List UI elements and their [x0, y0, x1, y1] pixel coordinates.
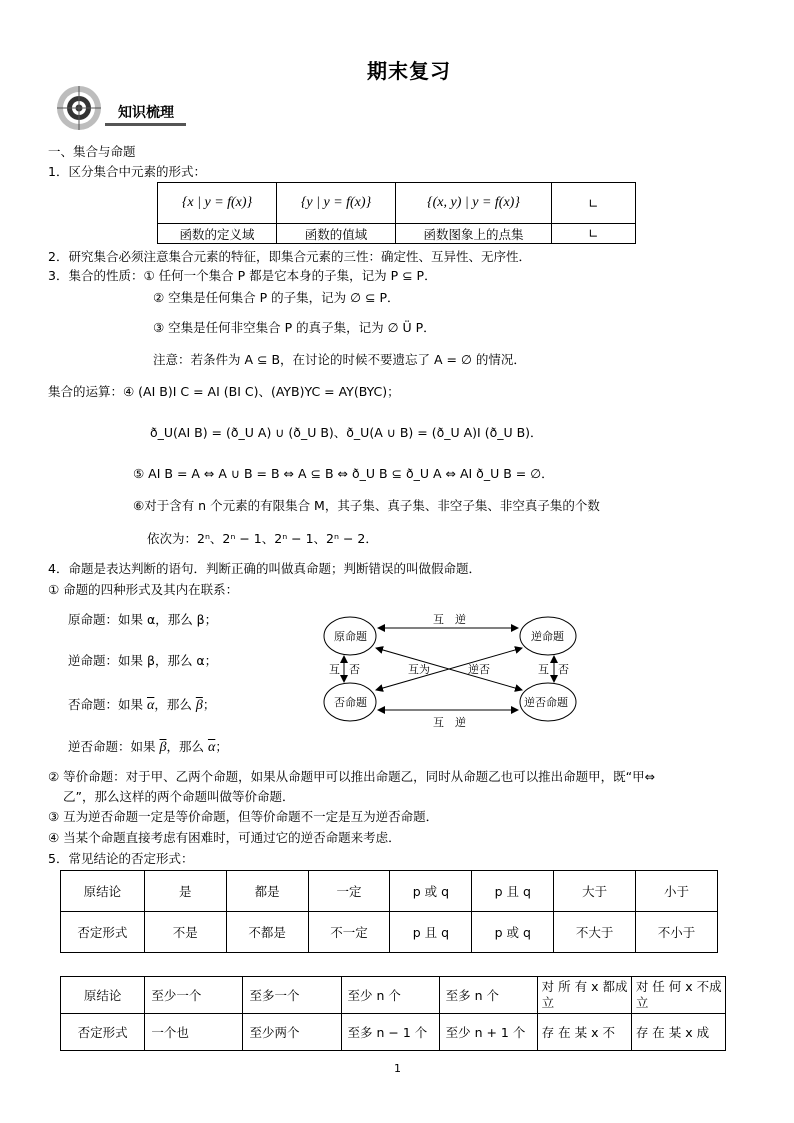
element-form-table	[157, 182, 636, 244]
set-operations-6: ⑥对于含有 n 个元素的有限集合 M，其子集、真子集、非空子集、非空真子集的个数	[133, 498, 600, 513]
edge-label: 互	[538, 663, 549, 676]
form-text: ，那么	[154, 697, 196, 712]
table-row	[61, 912, 718, 953]
set-operations-5: ⑤ AI B = A ⇔ A ∪ B = B ⇔ A ⊆ B ⇔ ð_U B ⊆ ð_U A ⇔ AI ð_U B = ∅．	[133, 466, 554, 481]
table-cell: p 且 q	[390, 912, 472, 953]
table-cell: {y | y = f(x)}	[277, 183, 396, 224]
table-cell: 函数图象上的点集	[396, 224, 552, 244]
table-cell: 至多 n 个	[439, 977, 537, 1014]
table-cell: 对 任 何 x 不成立	[631, 977, 725, 1014]
item-2: 2．研究集合必须注意集合元素的特征，即集合元素的三性：确定性、互异性、无序性．	[48, 249, 531, 264]
table-cell: 存 在 某 x 不	[537, 1014, 631, 1051]
table-cell: 不一定	[308, 912, 390, 953]
table-cell: p 且 q	[472, 871, 554, 912]
page-number: 1	[394, 1062, 401, 1075]
node-label: 原命题	[334, 630, 367, 643]
table-cell: {x | y = f(x)}	[158, 183, 277, 224]
table-cell: 至多一个	[243, 977, 341, 1014]
item-3: 3．集合的性质：① 任何一个集合 P 都是它本身的子集，记为 P ⊆ P．	[48, 268, 437, 283]
table-cell: 至多 n − 1 个	[341, 1014, 439, 1051]
note: 注意：若条件为 A ⊆ B，在讨论的时候不要遗忘了 A = ∅ 的情况．	[153, 352, 526, 367]
section-heading: 一、集合与命题	[48, 144, 136, 159]
table-cell: 存 在 某 x 成	[631, 1014, 725, 1051]
table-cell: 原结论	[61, 977, 145, 1014]
node-label: 逆否命题	[524, 696, 568, 709]
table-cell: 函数的值域	[277, 224, 396, 244]
table-cell: 大于	[554, 871, 636, 912]
item-4a: ① 命题的四种形式及其内在联系：	[48, 582, 239, 597]
form-inverse	[68, 696, 215, 715]
form-var: $\overline{\beta}$	[159, 740, 167, 755]
item-3b: ② 空集是任何集合 P 的子集，记为 ∅ ⊆ P．	[153, 290, 400, 305]
set-operations-6b: 依次为：2ⁿ、2ⁿ − 1、2ⁿ − 1、2ⁿ − 2．	[147, 531, 378, 546]
table-cell: 不小于	[636, 912, 718, 953]
table-cell: 一定	[308, 871, 390, 912]
negation-table-2	[60, 976, 726, 1051]
form-text: 否命题：如果	[68, 697, 147, 712]
edge-label: 否	[558, 663, 569, 676]
form-var: $\overline{\beta}$	[195, 698, 203, 713]
table-cell: 至少 n 个	[341, 977, 439, 1014]
table-row	[61, 977, 726, 1014]
item-4: 4．命题是表达判断的语句．判断正确的叫做真命题；判断错误的叫做假命题．	[48, 561, 481, 576]
table-row	[158, 224, 636, 244]
table-cell: {(x, y) | y = f(x)}	[396, 183, 552, 224]
edge-label: 互 逆	[433, 613, 466, 626]
form-var: $\overline{\alpha}$	[146, 698, 155, 713]
item-5: 5．常见结论的否定形式：	[48, 851, 194, 866]
table-cell: 否定形式	[61, 912, 145, 953]
node-label: 逆命题	[531, 630, 564, 643]
set-operations-2: ð_U(AI B) = (ð_U A) ∪ (ð_U B)、ð_U(A ∪ B) = (ð_U A)I (ð_U B)．	[150, 425, 543, 440]
table-cell: ∟	[552, 224, 636, 244]
form-var: $\overline{\alpha}$	[207, 740, 216, 755]
item-1: 1．区分集合中元素的形式：	[48, 164, 206, 179]
table-cell: 不都是	[226, 912, 308, 953]
edge-label: 逆否	[468, 663, 490, 676]
form-text: 逆否命题：如果	[68, 739, 160, 754]
table-cell: 至少两个	[243, 1014, 341, 1051]
set-operations-1: 集合的运算：④ (AI B)I C = AI (BI C)、(AYB)YC = AY(BYC)；	[48, 384, 400, 399]
item-3c: ③ 空集是任何非空集合 P 的真子集，记为 ∅ Ü P．	[153, 320, 436, 335]
table-cell: 不大于	[554, 912, 636, 953]
table-cell: p 或 q	[472, 912, 554, 953]
page-title: 期末复习	[367, 59, 451, 83]
table-cell: 小于	[636, 871, 718, 912]
edge-label: 否	[349, 663, 360, 676]
table-cell: 一个也	[145, 1014, 243, 1051]
table-cell: 都是	[226, 871, 308, 912]
table-row	[158, 183, 636, 224]
table-cell: 不是	[144, 912, 226, 953]
form-text: ，那么	[166, 739, 208, 754]
table-cell: 否定形式	[61, 1014, 145, 1051]
section-badge-label: 知识梳理	[118, 105, 174, 121]
table-row	[61, 1014, 726, 1051]
table-row	[61, 871, 718, 912]
form-original: 原命题：如果 α，那么 β；	[68, 612, 218, 627]
table-cell: ∟	[552, 183, 636, 224]
item-4b-line1: ② 等价命题：对于甲、乙两个命题，如果从命题甲可以推出命题乙，同时从命题乙也可以推出命题甲，既“甲⇔	[48, 769, 656, 784]
item-4d: ④ 当某个命题直接考虑有困难时，可通过它的逆否命题来考虑．	[48, 830, 401, 845]
form-contrapositive	[68, 738, 228, 757]
proposition-relation-diagram	[320, 606, 580, 732]
item-4c: ③ 互为逆否命题一定是等价命题，但等价命题不一定是互为逆否命题．	[48, 809, 439, 824]
form-text: ；	[202, 697, 216, 712]
form-text: ；	[215, 739, 228, 754]
table-cell: 函数的定义域	[158, 224, 277, 244]
edge-label: 互为	[408, 663, 430, 676]
form-converse: 逆命题：如果 β，那么 α；	[68, 653, 218, 668]
table-cell: 是	[144, 871, 226, 912]
table-cell: 至少一个	[145, 977, 243, 1014]
table-cell: p 或 q	[390, 871, 472, 912]
table-cell: 对 所 有 x 都成立	[537, 977, 631, 1014]
item-4b-line2: 乙”，那么这样的两个命题叫做等价命题．	[63, 789, 295, 804]
table-cell: 至少 n + 1 个	[439, 1014, 537, 1051]
table-cell: 原结论	[61, 871, 145, 912]
negation-table-1	[60, 870, 718, 953]
edge-label: 互	[329, 663, 340, 676]
edge-label: 互 逆	[433, 716, 466, 729]
node-label: 否命题	[334, 696, 367, 709]
